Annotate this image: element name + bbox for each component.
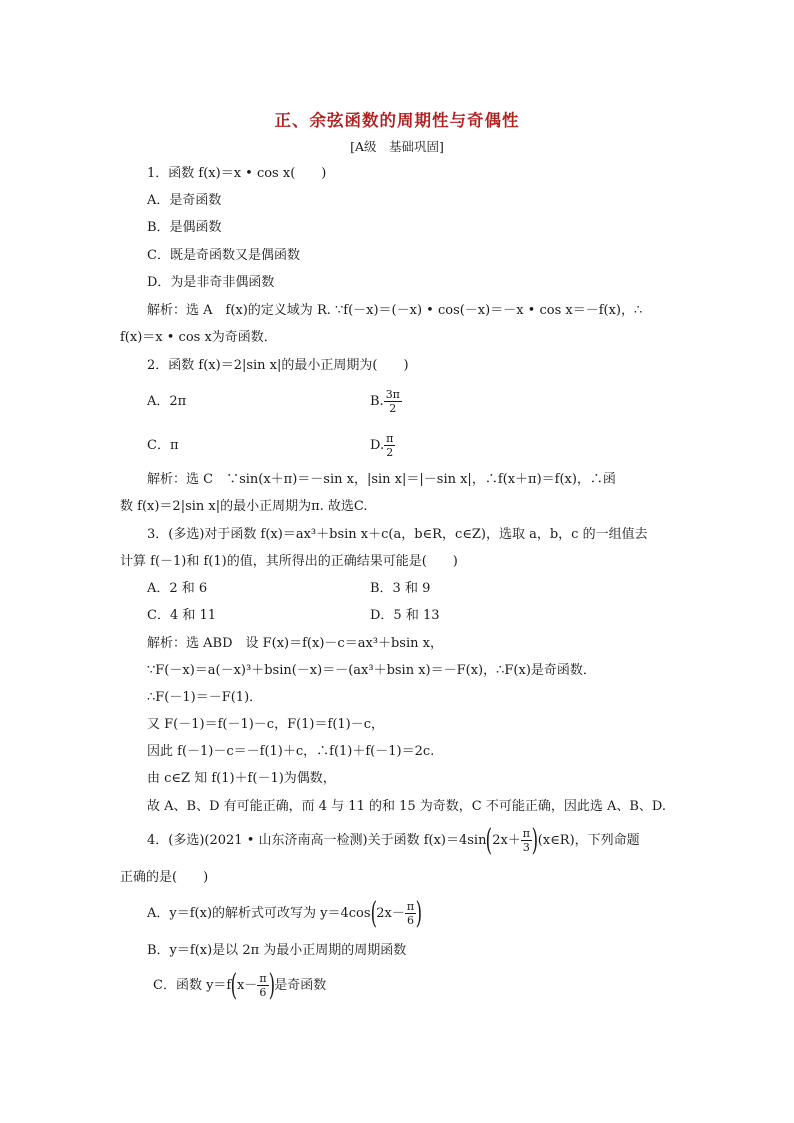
- q3-analysis-line2: ∵F(－x)＝a(－x)³＋bsin(－x)＝－(ax³＋bsin x)＝－F(x)，∴F(x)是奇函数．: [147, 663, 596, 678]
- q2-option-b: [370, 384, 402, 420]
- q4-option-c-prefix: C．函数 y＝f: [153, 978, 232, 993]
- q2-option-a: A．2π: [147, 394, 187, 409]
- q4-option-a-numerator: π: [406, 900, 415, 913]
- q3-analysis-line5: 因此 f(－1)－c＝－f(1)＋c，∴f(1)＋f(－1)＝2c.: [147, 744, 435, 759]
- q4-option-c-right-paren: ): [268, 967, 275, 1003]
- q3-analysis-line1: 解析：选 ABD 设 F(x)＝f(x)－c＝ax³＋bsin x，: [147, 636, 443, 651]
- q1-stem: 1．函数 f(x)＝x • cos x( ): [147, 166, 327, 181]
- q2-stem: 2．函数 f(x)＝2|sin x|的最小正周期为( ): [147, 358, 409, 373]
- q3-stem-line2: 计算 f(－1)和 f(1)的值，其所得出的正确结果可能是( ): [120, 554, 458, 569]
- q1-option-a: A．是奇函数: [147, 193, 222, 208]
- q2-option-b-fraction: [384, 388, 402, 415]
- q4-option-a-prefix: A．y＝f(x)的解析式可改写为 y＝4cos: [147, 906, 371, 921]
- q4-option-b: B．y＝f(x)是以 2π 为最小正周期的周期函数: [147, 943, 407, 958]
- q1-analysis-line2: f(x)＝x • cos x为奇函数．: [120, 330, 277, 345]
- q4-option-a-denominator: 6: [405, 913, 416, 927]
- q4-stem-denominator: 3: [521, 840, 532, 854]
- q4-right-paren: ): [531, 822, 539, 858]
- q3-analysis-line7: 故 A、B、D 有可能正确，而 4 与 11 的和 15 为奇数，C 不可能正确，因此选 A、B、D.: [147, 799, 667, 814]
- q4-stem-line2: 正确的是( ): [120, 870, 209, 885]
- q2-analysis-line1: 解析：选 C ∵sin(x＋π)＝－sin x，|sin x|＝|－sin x|，∴f(x＋π)＝f(x)，∴函: [147, 472, 616, 487]
- q4-left-paren: (: [486, 822, 493, 858]
- q4-option-a-right-paren: ): [415, 895, 423, 931]
- q3-analysis-line4: 又 F(－1)＝f(－1)－c，F(1)＝f(1)－c，: [147, 717, 385, 732]
- q2-option-d: [370, 428, 395, 464]
- q3-option-c: C．4 和 11: [147, 608, 217, 623]
- q2-option-d-fraction: [384, 432, 395, 459]
- q4-option-a-left-paren: (: [370, 895, 377, 931]
- q4-option-c-left-paren: (: [230, 967, 238, 1003]
- q4-option-c-numerator: π: [259, 972, 267, 985]
- q3-option-d: D．5 和 13: [370, 608, 440, 623]
- q2-option-b-numerator: 3π: [385, 388, 400, 401]
- q4-stem-suffix: (x∈R)，下列命题: [537, 833, 640, 848]
- q1-analysis-line1: 解析：选 A f(x)的定义域为 R. ∵f(－x)＝(－x) • cos(－x)＝－x • cos x＝－f(x)，∴: [147, 303, 643, 318]
- q4-stem-fraction: [521, 827, 532, 854]
- q2-option-d-label: D.: [370, 438, 385, 453]
- q4-option-c-fraction: [257, 972, 268, 999]
- q2-option-b-label: B.: [370, 394, 384, 409]
- q3-analysis-line6: 由 c∈Z 知 f(1)＋f(－1)为偶数，: [147, 771, 336, 786]
- q2-option-d-numerator: π: [386, 432, 394, 445]
- q2-option-c: C．π: [147, 438, 179, 453]
- q4-option-c-denominator: 6: [257, 985, 268, 999]
- q3-analysis-line3: ∴F(－1)＝－F(1)．: [147, 690, 263, 705]
- page-title: 正、余弦函数的周期性与奇偶性: [274, 111, 520, 130]
- section-subtitle: [A级 基础巩固]: [350, 139, 444, 154]
- q1-option-d: D．为是非奇非偶函数: [147, 275, 275, 290]
- q1-option-c: C．既是奇函数又是偶函数: [147, 248, 300, 263]
- q4-option-c: [153, 968, 326, 1004]
- q4-stem-numerator: π: [522, 827, 531, 840]
- q4-option-a-fraction: [405, 900, 416, 927]
- q2-option-d-denominator: 2: [384, 445, 395, 459]
- q4-stem-prefix: 4．(多选)(2021 • 山东济南高一检测)关于函数 f(x)＝4sin: [147, 833, 487, 848]
- q3-option-a: A．2 和 6: [147, 581, 208, 596]
- q4-option-c-inner: x－: [236, 978, 258, 993]
- q4-option-c-suffix: 是奇函数: [274, 978, 327, 993]
- q2-option-b-denominator: 2: [384, 401, 402, 415]
- q3-option-b: B．3 和 9: [370, 581, 431, 596]
- q4-option-a-inner: 2x－: [376, 906, 405, 921]
- q4-option-a: [147, 896, 422, 932]
- q4-stem-inner: 2x＋: [492, 833, 521, 848]
- q1-option-b: B．是偶函数: [147, 220, 222, 235]
- q3-stem-line1: 3．(多选)对于函数 f(x)＝ax³＋bsin x＋c(a，b∈R，c∈Z)，选取 a，b，c 的一组值去: [147, 527, 648, 542]
- q4-stem-line1: [147, 823, 640, 859]
- q2-analysis-line2: 数 f(x)＝2|sin x|的最小正周期为π. 故选C.: [120, 499, 368, 514]
